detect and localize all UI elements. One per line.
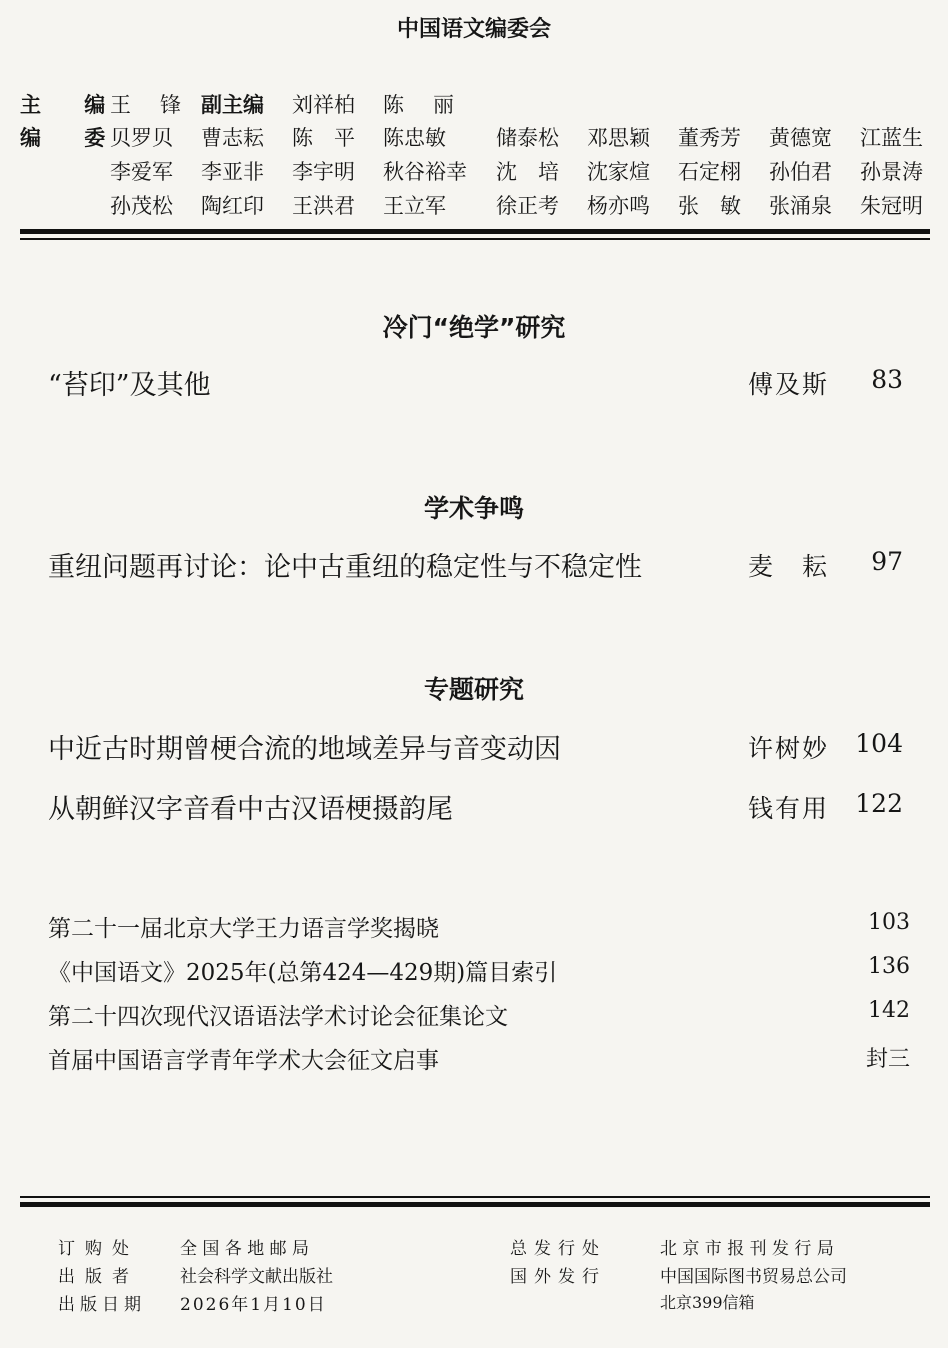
overseas-value: 中国国际图书贸易总公司 [660, 1267, 847, 1287]
article-page: 122 [855, 789, 903, 818]
notice-title: 第二十四次现代汉语语法学术讨论会征集论文 [48, 1004, 508, 1030]
member: 黄德宽 [769, 126, 832, 150]
board-divider-thin [20, 238, 930, 240]
notice-title: 首届中国语言学青年学术大会征文启事 [48, 1048, 439, 1074]
member: 储泰松 [496, 126, 559, 150]
member: 李宇明 [292, 160, 355, 184]
article-title: 从朝鲜汉字音看中古汉语梗摄韵尾 [48, 794, 453, 825]
board-divider [20, 229, 930, 234]
member: 陶红印 [201, 194, 264, 218]
member: 贝罗贝 [110, 126, 173, 150]
article-title: 中近古时期曾梗合流的地域差异与音变动因 [48, 734, 561, 765]
member: 王洪君 [292, 194, 355, 218]
publisher-value: 社会科学文献出版社 [180, 1267, 333, 1287]
section-title: 学术争鸣 [423, 494, 524, 523]
deputy-editor: 刘祥柏 [292, 93, 355, 117]
member: 秋谷裕幸 [383, 160, 467, 184]
member: 江蓝生 [860, 126, 923, 150]
publish-date-value: 2026年1月10日 [180, 1295, 327, 1315]
section-title: 专题研究 [423, 675, 524, 704]
deputy-label: 副主编 [201, 93, 264, 117]
member: 沈家煊 [587, 160, 650, 184]
member: 王立军 [383, 194, 446, 218]
member: 徐正考 [496, 194, 559, 218]
member: 李爱军 [110, 160, 173, 184]
article-page: 104 [855, 729, 903, 758]
section-title: 冷门“绝学”研究 [382, 313, 566, 342]
article-title: 重纽问题再讨论：论中古重纽的稳定性与不稳定性 [48, 552, 642, 583]
footer-divider-thin [20, 1196, 930, 1198]
member: 曹志耘 [201, 126, 264, 150]
article-author: 傅及斯 [748, 370, 830, 399]
deputy-editor: 陈 丽 [383, 93, 458, 117]
member: 董秀芳 [678, 126, 741, 150]
chief-editor: 王 锋 [110, 93, 185, 117]
member: 孙茂松 [110, 194, 173, 218]
notice-page: 142 [868, 998, 910, 1023]
member: 陈忠敏 [383, 126, 446, 150]
member: 邓思颖 [587, 126, 650, 150]
member: 孙景涛 [860, 160, 923, 184]
subscribe-label: 订购处 [58, 1239, 139, 1259]
notice-title: 第二十一届北京大学王力语言学奖揭晓 [48, 916, 439, 942]
article-author: 钱有用 [748, 794, 830, 823]
notice-title: 《中国语文》2025年(总第424—429期)篇目索引 [48, 960, 558, 986]
member: 石定栩 [678, 160, 741, 184]
article-author: 许树妙 [748, 734, 830, 763]
notice-page: 136 [868, 954, 910, 979]
member: 沈 培 [496, 160, 559, 184]
article-page: 83 [871, 365, 903, 394]
member: 孙伯君 [769, 160, 832, 184]
article-page: 97 [871, 547, 903, 576]
subscribe-value: 全 国 各 地 邮 局 [180, 1239, 310, 1259]
distributor-value: 北 京 市 报 刊 发 行 局 [660, 1239, 834, 1259]
notice-page: 封三 [865, 1047, 910, 1072]
overseas-label: 国外发行 [510, 1267, 606, 1287]
mailbox-value: 北京399信箱 [660, 1293, 755, 1312]
member: 朱冠明 [860, 194, 923, 218]
notice-page: 103 [868, 910, 910, 935]
member: 张涌泉 [769, 194, 832, 218]
article-title: “苔印”及其他 [48, 370, 211, 401]
publish-date-label: 出版日期 [58, 1295, 146, 1315]
board-title: 中国语文编委会 [396, 17, 551, 42]
member: 张 敏 [678, 194, 741, 218]
footer-divider [20, 1202, 930, 1207]
distributor-label: 总发行处 [510, 1239, 606, 1259]
members-label: 编 委 [20, 126, 124, 150]
member: 杨亦鸣 [587, 194, 650, 218]
chief-label: 主 编 [20, 93, 124, 117]
article-author: 麦 耘 [748, 552, 830, 581]
member: 李亚非 [201, 160, 264, 184]
member: 陈 平 [292, 126, 355, 150]
publisher-label: 出版者 [58, 1267, 139, 1287]
